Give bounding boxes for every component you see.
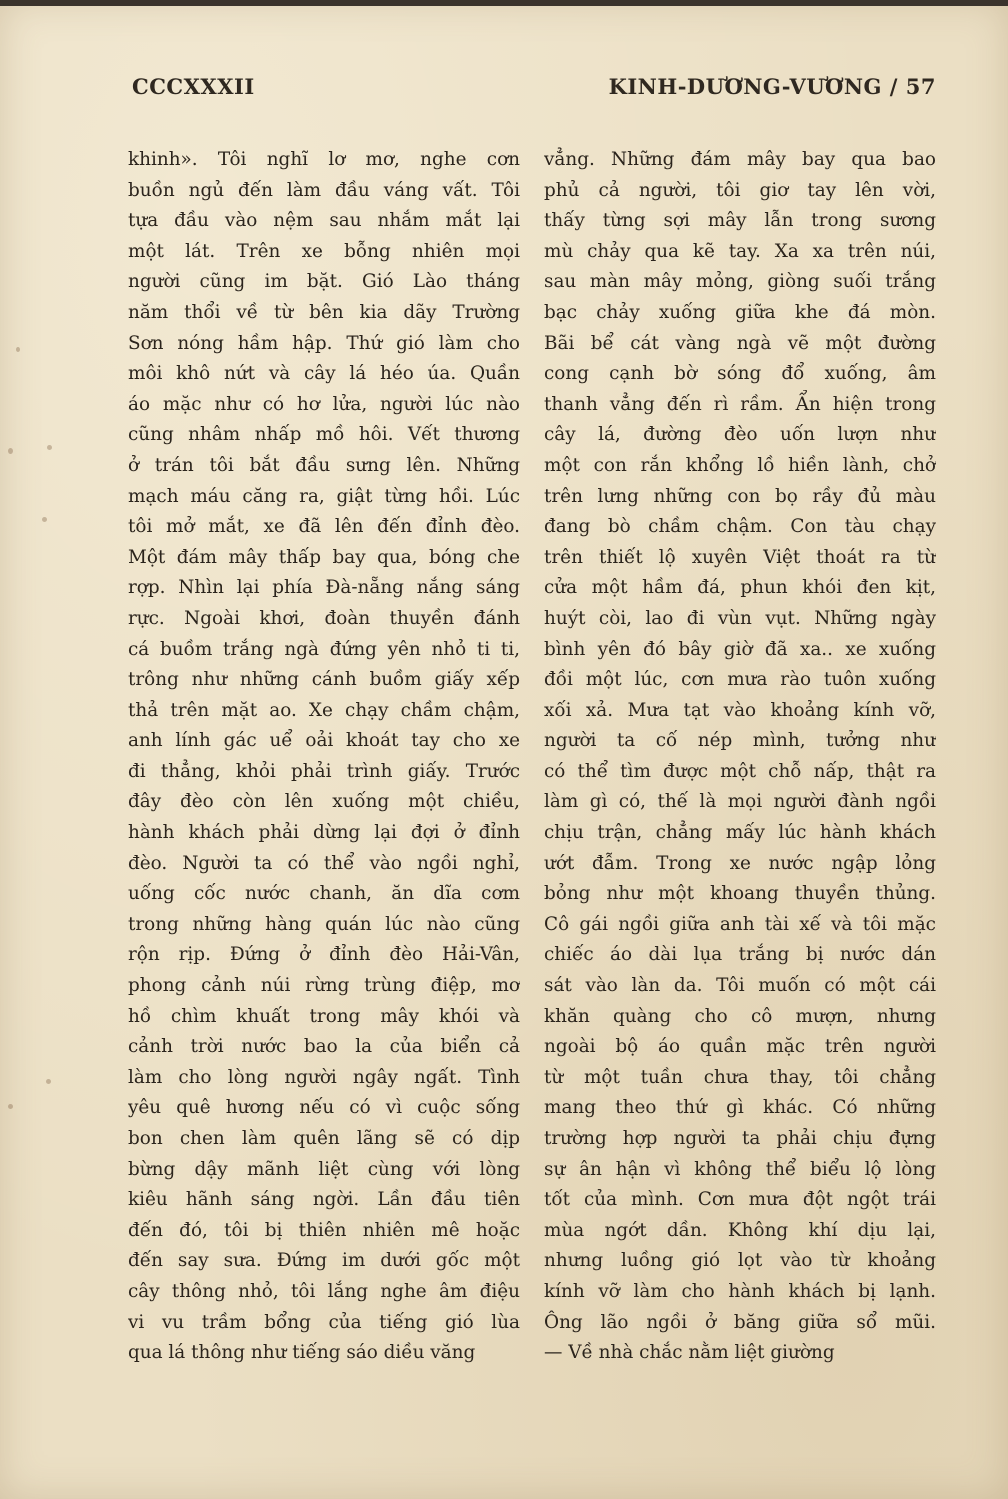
text-line: cá buồm trắng ngà đứng yên nhỏ ti ti, (128, 638, 520, 660)
text-line: từ một tuần chưa thay, tôi chẳng (544, 1066, 936, 1088)
text-line: mùa ngớt dần. Không khí dịu lại, (544, 1219, 936, 1241)
text-line: bỏng như một khoang thuyền thủng. (544, 883, 936, 905)
text-line: một con rắn khổng lồ hiền lành, chở (544, 454, 936, 476)
text-line: cũng nhâm nhấp mồ hôi. Vết thương (128, 424, 520, 446)
text-line: chịu trận, chẳng mấy lúc hành khách (544, 822, 936, 844)
text-line: hồ chìm khuất trong mây khói và (128, 1005, 520, 1027)
text-line: đến đó, tôi bị thiên nhiên mê hoặc (128, 1219, 520, 1241)
text-line: trong những hàng quán lúc nào cũng (128, 913, 520, 935)
text-line: đèo. Người ta có thể vào ngồi nghỉ, (128, 852, 520, 874)
text-line: bon chen làm quên lãng sẽ có dịp (128, 1128, 520, 1149)
text-line: Sơn nóng hầm hập. Thứ gió làm cho (128, 332, 520, 354)
paper-stain (8, 448, 13, 454)
text-line: Ông lão ngồi ở băng giữa sổ mũi. (544, 1311, 936, 1333)
running-header-title-page: KINH-DƯƠNG-VƯƠNG / 57 (608, 74, 936, 99)
text-line: mang theo thứ gì khác. Có những (544, 1097, 936, 1119)
text-line: vẳng. Những đám mây bay qua bao (544, 149, 936, 170)
right-text-column (544, 145, 936, 1369)
text-line: Một đám mây thấp bay qua, bóng che (128, 546, 520, 568)
text-line: kiêu hãnh sáng ngời. Lần đầu tiên (128, 1189, 520, 1211)
text-line: ngoài bộ áo quần mặc trên người (544, 1036, 936, 1058)
text-line: sau màn mây mỏng, giòng suối trắng (544, 271, 936, 293)
paper-stain (47, 445, 52, 450)
paper-stain (42, 517, 47, 522)
text-line: cây thông nhỏ, tôi lắng nghe âm điệu (128, 1280, 520, 1302)
text-line: người ta cố nép mình, tưởng như (544, 730, 936, 752)
text-line: vi vu trầm bổng của tiếng gió lùa (128, 1311, 520, 1333)
text-line: Bãi bể cát vàng ngà vẽ một đường (544, 332, 936, 354)
text-line: mù chảy qua kẽ tay. Xa xa trên núi, (544, 240, 936, 262)
text-line: trên lưng những con bọ rầy đủ màu (544, 485, 936, 507)
text-line: xối xả. Mưa tạt vào khoảng kính vỡ, (544, 699, 936, 721)
text-line: — Về nhà chắc nằm liệt giường (544, 1342, 835, 1364)
text-line: trên thiết lộ xuyên Việt thoát ra từ (544, 546, 936, 568)
text-line: bạc chảy xuống giữa khe đá mòn. (544, 301, 936, 323)
text-line: sát vào làn da. Tôi muốn có một cái (544, 975, 936, 997)
text-line: người cũng im bặt. Gió Lào tháng (128, 271, 520, 293)
text-line: làm gì có, thế là mọi người đành ngồi (544, 791, 936, 813)
text-line: hành khách phải dừng lại đợi ở đỉnh (128, 822, 520, 844)
text-line: ướt đẫm. Trong xe nước ngập lỏng (544, 852, 936, 874)
text-line: rực. Ngoài khơi, đoàn thuyền đánh (128, 607, 520, 629)
text-line: đây đèo còn lên xuống một chiều, (128, 791, 520, 813)
top-edge-rule (0, 0, 1008, 6)
text-line: sự ân hận vì không thể biểu lộ lòng (544, 1158, 936, 1180)
text-line: môi khô nứt và cây lá héo úa. Quần (128, 363, 520, 385)
text-line: phủ cả người, tôi giơ tay lên vời, (544, 179, 936, 201)
text-line: làm cho lòng người ngây ngất. Tình (128, 1066, 520, 1088)
text-line: cong cạnh bờ sóng đổ xuống, âm (544, 363, 936, 385)
text-line: thanh vẳng đến rì rầm. Ẩn hiện trong (544, 393, 936, 415)
text-line: mạch máu căng ra, giật từng hồi. Lúc (128, 485, 520, 507)
text-line: có thể tìm được một chỗ nấp, thật ra (544, 760, 936, 782)
text-line: chiếc áo dài lụa trắng bị nước dán (544, 944, 936, 966)
text-line: cửa một hầm đá, phun khói đen kịt, (544, 577, 936, 599)
text-line: đang bò chầm chậm. Con tàu chạy (544, 516, 936, 538)
text-line: bừng dậy mãnh liệt cùng với lòng (128, 1158, 520, 1180)
text-line: áo mặc như có hơ lửa, người lúc nào (128, 393, 520, 415)
left-text-column (128, 145, 520, 1369)
text-line: uống cốc nước chanh, ăn dĩa cơm (128, 883, 520, 905)
text-line: huýt còi, lao đi vùn vụt. Những ngày (544, 607, 936, 629)
text-line: khinh». Tôi nghĩ lơ mơ, nghe cơn (128, 149, 520, 170)
running-header-volume: CCCXXXII (132, 74, 255, 99)
text-line: đến say sưa. Đứng im dưới gốc một (128, 1250, 520, 1272)
text-line: buồn ngủ đến làm đầu váng vất. Tôi (128, 179, 520, 201)
paper-stain (46, 1079, 51, 1084)
text-line: Cô gái ngồi giữa anh tài xế và tôi mặc (544, 913, 936, 935)
text-line: phong cảnh núi rừng trùng điệp, mơ (128, 975, 520, 997)
text-line: thả trên mặt ao. Xe chạy chầm chậm, (128, 699, 520, 721)
text-line: cảnh trời nước bao la của biển cả (128, 1036, 520, 1058)
text-line: khăn quàng cho cô mượn, nhưng (544, 1005, 936, 1027)
text-line: tựa đầu vào nệm sau nhắm mắt lại (128, 210, 520, 232)
text-line: một lát. Trên xe bỗng nhiên mọi (128, 240, 520, 262)
text-line: qua lá thông như tiếng sáo diều văng (128, 1342, 476, 1364)
text-line: thấy từng sợi mây lẫn trong sương (544, 210, 936, 232)
text-line: tốt của mình. Cơn mưa đột ngột trái (544, 1189, 936, 1211)
text-line: yêu quê hương nếu có vì cuộc sống (128, 1097, 520, 1119)
paper-stain (8, 1104, 13, 1109)
text-line: nhưng luồng gió lọt vào từ khoảng (544, 1250, 936, 1272)
text-line: tôi mở mắt, xe đã lên đến đỉnh đèo. (128, 516, 520, 538)
text-line: anh lính gác uể oải khoát tay cho xe (128, 730, 520, 752)
paper-stain (16, 347, 20, 352)
text-line: trường hợp người ta phải chịu đựng (544, 1128, 936, 1149)
text-line: năm thổi về từ bên kia dãy Trường (128, 301, 520, 323)
text-line: ở trán tôi bắt đầu sưng lên. Những (128, 454, 520, 476)
text-line: cây lá, đường đèo uốn lượn như (544, 424, 936, 446)
text-line: bình yên đó bây giờ đã xa.. xe xuống (544, 638, 936, 660)
text-line: đồi một lúc, cơn mưa rào tuôn xuống (544, 669, 936, 691)
text-line: rợp. Nhìn lại phía Đà-nẵng nắng sáng (128, 577, 520, 599)
text-line: rộn rịp. Đứng ở đỉnh đèo Hải-Vân, (128, 944, 520, 966)
text-line: kính vỡ làm cho hành khách bị lạnh. (544, 1280, 936, 1302)
text-line: trông như những cánh buồm giấy xếp (128, 669, 520, 691)
text-line: đi thẳng, khỏi phải trình giấy. Trước (128, 760, 520, 782)
